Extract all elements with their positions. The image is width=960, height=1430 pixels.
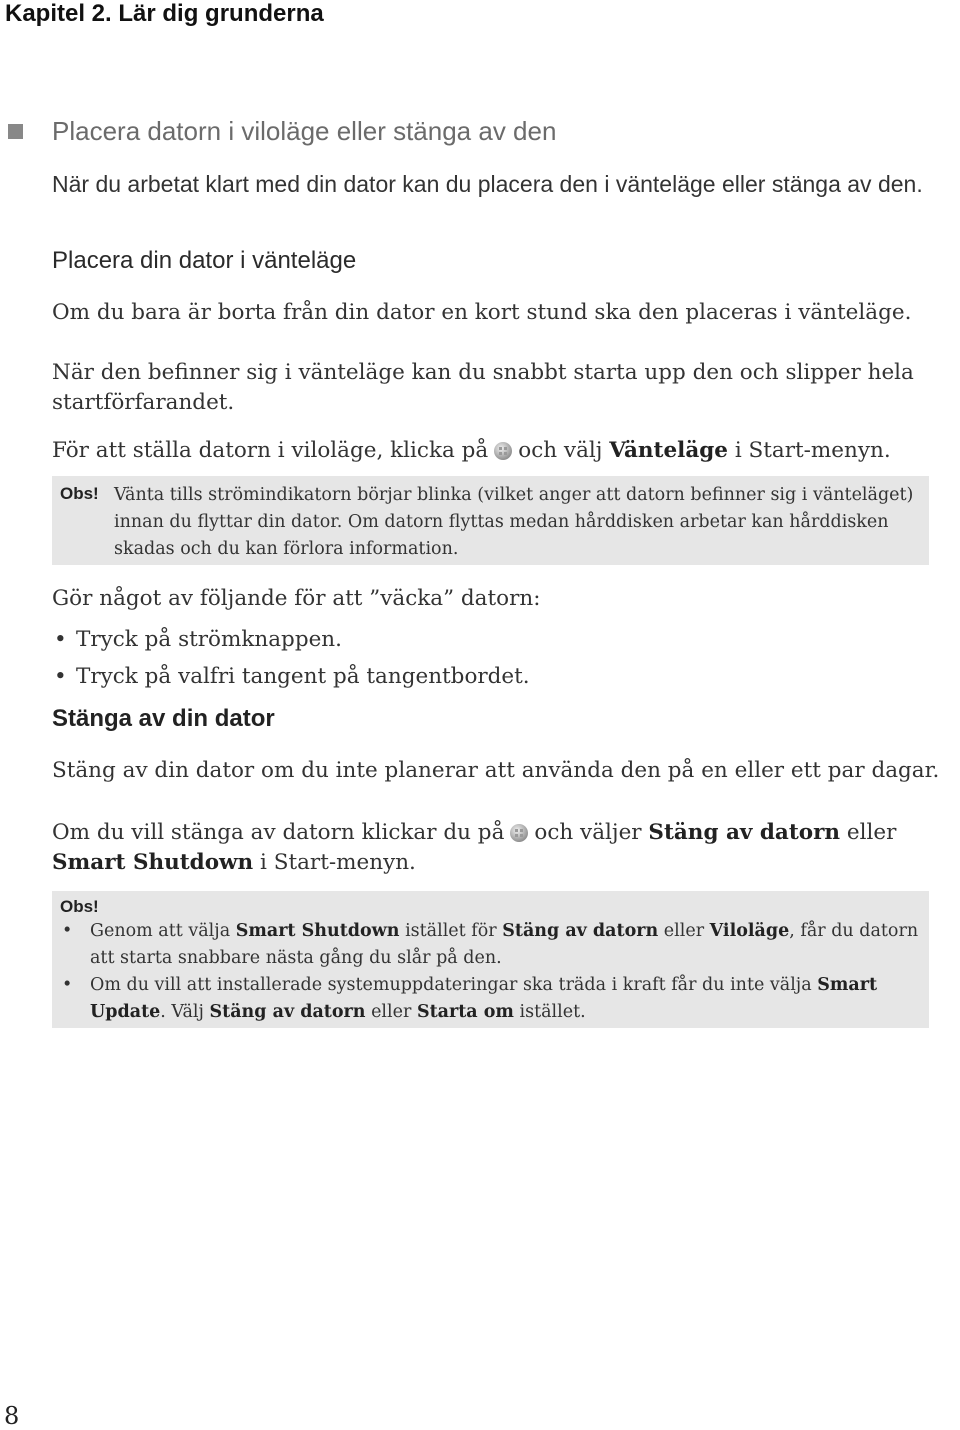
note-bold: Smart Update (90, 975, 878, 1022)
sleep-note-label: Obs! (60, 484, 99, 503)
note-bold: Stäng av datorn (209, 1002, 366, 1022)
page-number: 8 (4, 1402, 20, 1430)
note-text: istället för (405, 921, 497, 941)
note-text: Om du vill att installerade systemuppdateringar ska träda i kraft får du inte välja (90, 975, 812, 995)
shutdown-paragraph-1: Stäng av din dator om du inte planerar att använda den på en eller ett par dagar. (52, 758, 940, 783)
shutdown-note-box (52, 891, 929, 1028)
shutdown-note-item-2 (60, 972, 921, 1026)
wake-list-item: • Tryck på strömknappen. (52, 621, 942, 658)
shutdown-note-label: Obs! (60, 897, 99, 916)
wake-list-item: • Tryck på valfri tangent på tangentbordet. (52, 658, 942, 695)
chapter-header: Kapitel 2. Lär dig grunderna (5, 0, 324, 27)
shutdown-note-item-1 (60, 918, 921, 972)
shutdown-instruction (52, 818, 957, 878)
section-square-marker (8, 124, 23, 139)
wake-intro: Gör något av följande för att ”väcka” datorn: (52, 586, 541, 611)
sleep-instruction-middle: och välj (518, 438, 603, 463)
shutdown-instruction-before: Om du vill stänga av datorn klickar du på (52, 820, 505, 845)
windows-start-orb-icon (510, 824, 528, 842)
sleep-paragraph-2: När den befinner sig i vänteläge kan du snabbt starta upp den och slipper hela startförfarandet. (52, 360, 914, 415)
shutdown-instruction-bold-2: Smart Shutdown (52, 850, 254, 875)
section-title-row (8, 116, 556, 147)
shutdown-note-list (60, 918, 921, 1026)
shutdown-instruction-bold-1: Stäng av datorn (648, 820, 841, 845)
shutdown-instruction-middle: och väljer (534, 820, 642, 845)
sleep-instruction-before: För att ställa datorn i viloläge, klicka på (52, 438, 489, 463)
note-text: , får du datorn att starta snabbare nästa gång du slår på den. (90, 921, 919, 968)
sleep-note-text-2: Om datorn flyttas medan hårddisken arbetar kan hårddisken skadas och du kan förlora information. (114, 512, 889, 559)
sleep-instruction (52, 436, 957, 466)
note-bold: Starta om (416, 1002, 514, 1022)
note-text: eller (371, 1002, 412, 1022)
sleep-heading: Placera din dator i vänteläge (52, 247, 357, 274)
windows-start-orb-icon (494, 442, 512, 460)
note-text: Genom att välja (90, 921, 231, 941)
sleep-instruction-bold: Vänteläge (609, 438, 728, 463)
sleep-note-row (60, 482, 921, 563)
sleep-paragraph-1: Om du bara är borta från din dator en kort stund ska den placeras i vänteläge. (52, 300, 912, 325)
note-text: eller (663, 921, 705, 941)
sleep-note-box (52, 476, 929, 565)
shutdown-heading: Stänga av din dator (52, 705, 275, 732)
sleep-note-text-1: Vänta tills strömindikatorn börjar blinka (vilket anger att datorn befinner sig i vänteläget) innan du flyttar din dator. (114, 485, 914, 532)
note-bold: Viloläge (709, 921, 790, 941)
section-title: Placera datorn i viloläge eller stänga av den (52, 116, 557, 146)
note-bold: Stäng av datorn (502, 921, 659, 941)
sleep-note-text (114, 482, 921, 563)
note-bold: Smart Shutdown (235, 921, 400, 941)
shutdown-instruction-after: i Start-menyn. (260, 850, 416, 875)
sleep-instruction-after: i Start-menyn. (734, 438, 891, 463)
note-text: istället. (519, 1002, 586, 1022)
shutdown-instruction-or: eller (846, 820, 897, 845)
section-intro: När du arbetat klart med din dator kan du placera den i vänteläge eller stänga av den. (52, 171, 923, 197)
note-text: . Välj (160, 1002, 204, 1022)
wake-list (52, 621, 942, 695)
